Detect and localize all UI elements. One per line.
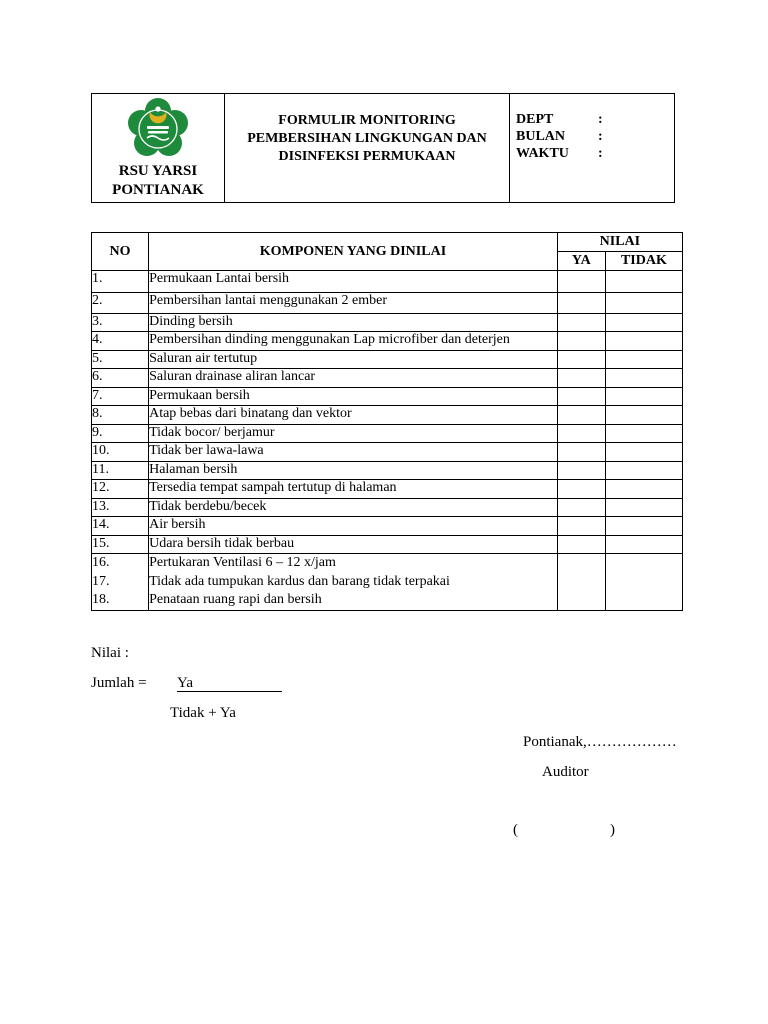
place-date: Pontianak,……………… xyxy=(523,734,677,750)
row-number: 1. xyxy=(92,271,149,293)
table-row xyxy=(92,425,683,443)
row-ya-cell xyxy=(557,271,605,293)
row-tidak-cell xyxy=(605,425,682,443)
row-tidak-cell xyxy=(605,271,682,293)
col-component-header: KOMPONEN YANG DINILAI xyxy=(149,233,558,271)
form-title-line1: FORMULIR MONITORING xyxy=(278,113,456,128)
rsu-yarsi-logo xyxy=(126,97,190,161)
formula-numerator xyxy=(177,675,282,692)
row-number: 6. xyxy=(92,369,149,388)
table-row xyxy=(92,314,683,332)
row-ya-cell xyxy=(557,443,605,462)
row-component: Air bersih xyxy=(149,517,558,536)
numerator-text: Ya xyxy=(177,675,282,692)
row-tidak-cell xyxy=(605,351,682,369)
row-tidak-cell xyxy=(605,293,682,314)
assessment-table xyxy=(91,232,683,611)
row-tidak-cell xyxy=(605,332,682,351)
row-ya-cell xyxy=(557,425,605,443)
meta-waktu xyxy=(516,145,674,162)
row-number: 12. xyxy=(92,480,149,499)
merged-row-component: Penataan ruang rapi dan bersih xyxy=(149,592,322,607)
merged-row-number: 18. xyxy=(92,592,110,607)
table-row xyxy=(92,536,683,554)
table-row xyxy=(92,517,683,536)
merged-row-component: Pertukaran Ventilasi 6 – 12 x/jam xyxy=(149,555,336,570)
row-number: 9. xyxy=(92,425,149,443)
meta-dept-sep: : xyxy=(598,112,603,127)
row-component: Atap bebas dari binatang dan vektor xyxy=(149,406,558,425)
row-component: Permukaan Lantai bersih xyxy=(149,271,558,293)
row-ya-cell xyxy=(557,332,605,351)
assessment-rows xyxy=(92,271,683,611)
table-row xyxy=(92,499,683,517)
row-component: Pembersihan lantai menggunakan 2 ember xyxy=(149,293,558,314)
merged-row-number: 17. xyxy=(92,573,110,589)
row-component: Saluran drainase aliran lancar xyxy=(149,369,558,388)
merged-row-numbers xyxy=(92,554,149,611)
org-name-line2: PONTIANAK xyxy=(112,182,204,198)
row-component: Tidak berdebu/becek xyxy=(149,499,558,517)
row-number: 8. xyxy=(92,406,149,425)
row-component: Tersedia tempat sampah tertutup di halaman xyxy=(149,480,558,499)
meta-waktu-sep: : xyxy=(598,146,603,161)
meta-bulan xyxy=(516,128,674,145)
signature-open: ( xyxy=(513,822,518,838)
form-title-line3: DISINFEKSI PERMUKAAN xyxy=(278,149,456,164)
table-row xyxy=(92,271,683,293)
row-number: 15. xyxy=(92,536,149,554)
row-component: Halaman bersih xyxy=(149,462,558,480)
table-row xyxy=(92,369,683,388)
jumlah-label: Jumlah = xyxy=(91,675,147,691)
row-number: 4. xyxy=(92,332,149,351)
form-header xyxy=(91,93,675,203)
row-tidak-cell xyxy=(605,480,682,499)
merged-row-components xyxy=(149,554,558,611)
row-number: 14. xyxy=(92,517,149,536)
row-tidak-cell xyxy=(605,499,682,517)
row-component: Saluran air tertutup xyxy=(149,351,558,369)
row-component: Pembersihan dinding menggunakan Lap microfiber dan deterjen xyxy=(149,332,558,351)
table-row xyxy=(92,443,683,462)
table-row xyxy=(92,462,683,480)
row-component: Tidak bocor/ berjamur xyxy=(149,425,558,443)
form-title xyxy=(225,94,510,202)
row-tidak-cell xyxy=(605,314,682,332)
table-row xyxy=(92,480,683,499)
col-no-header: NO xyxy=(92,233,149,271)
row-component: Tidak ber lawa-lawa xyxy=(149,443,558,462)
row-ya-cell xyxy=(557,536,605,554)
merged-row-number: 16. xyxy=(92,555,110,570)
meta-bulan-sep: : xyxy=(598,129,603,144)
table-row-merged xyxy=(92,554,683,611)
auditor-label: Auditor xyxy=(542,764,589,780)
row-component: Udara bersih tidak berbau xyxy=(149,536,558,554)
table-row xyxy=(92,406,683,425)
row-ya-cell xyxy=(557,499,605,517)
row-ya-cell xyxy=(557,517,605,536)
row-ya-cell xyxy=(557,462,605,480)
row-ya-cell xyxy=(557,293,605,314)
table-row xyxy=(92,388,683,406)
row-component: Permukaan bersih xyxy=(149,388,558,406)
row-tidak-cell xyxy=(605,369,682,388)
row-number: 10. xyxy=(92,443,149,462)
row-tidak-cell xyxy=(605,536,682,554)
meta-dept xyxy=(516,111,674,128)
table-row xyxy=(92,332,683,351)
form-meta xyxy=(510,94,674,202)
meta-dept-label: DEPT xyxy=(516,112,554,127)
nilai-label: Nilai : xyxy=(91,645,129,661)
header-logo-cell xyxy=(92,94,225,202)
form-title-line2: PEMBERSIHAN LINGKUNGAN DAN xyxy=(247,131,487,146)
row-component: Dinding bersih xyxy=(149,314,558,332)
meta-bulan-label: BULAN xyxy=(516,129,566,144)
row-tidak-cell xyxy=(605,388,682,406)
row-ya-cell xyxy=(557,314,605,332)
row-tidak-cell xyxy=(605,406,682,425)
row-number: 11. xyxy=(92,462,149,480)
row-number: 2. xyxy=(92,293,149,314)
row-ya-cell xyxy=(557,554,605,611)
row-number: 3. xyxy=(92,314,149,332)
signature-close: ) xyxy=(610,822,615,838)
row-ya-cell xyxy=(557,351,605,369)
col-ya-header: YA xyxy=(557,252,605,271)
col-nilai-header: NILAI xyxy=(557,233,682,252)
row-ya-cell xyxy=(557,388,605,406)
row-tidak-cell xyxy=(605,517,682,536)
row-number: 5. xyxy=(92,351,149,369)
row-tidak-cell xyxy=(605,554,682,611)
formula-denominator: Tidak + Ya xyxy=(170,705,236,721)
row-tidak-cell xyxy=(605,462,682,480)
row-ya-cell xyxy=(557,406,605,425)
col-tidak-header: TIDAK xyxy=(605,252,682,271)
row-ya-cell xyxy=(557,369,605,388)
row-tidak-cell xyxy=(605,443,682,462)
row-number: 13. xyxy=(92,499,149,517)
row-ya-cell xyxy=(557,480,605,499)
table-row xyxy=(92,293,683,314)
table-row xyxy=(92,351,683,369)
row-number: 7. xyxy=(92,388,149,406)
merged-row-component: Tidak ada tumpukan kardus dan barang tidak terpakai xyxy=(149,573,450,589)
org-name-line1: RSU YARSI xyxy=(118,163,198,179)
meta-waktu-label: WAKTU xyxy=(516,146,569,161)
